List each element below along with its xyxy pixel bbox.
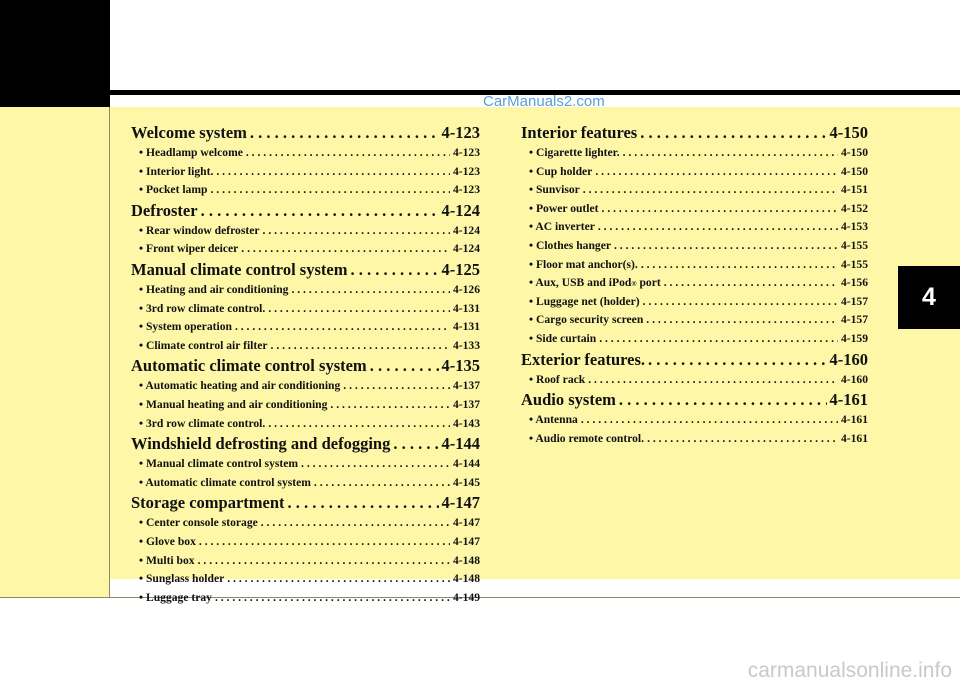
toc-page-number: 4-156	[840, 276, 868, 290]
leader-dots	[640, 122, 826, 144]
leader-dots	[581, 411, 838, 430]
leader-dots	[641, 256, 838, 275]
toc-page-number: 4-126	[452, 282, 480, 296]
chapter-tab[interactable]: 4	[898, 266, 960, 329]
toc-entry-title: • Heating and air conditioning	[139, 282, 289, 296]
leader-dots	[199, 533, 450, 552]
toc-entry-title: • Headlamp welcome	[139, 146, 243, 159]
toc-section-entry[interactable]	[521, 122, 868, 144]
toc-page-number: 4-160	[829, 349, 868, 369]
leader-dots	[614, 237, 838, 256]
toc-subentry[interactable]	[131, 337, 480, 356]
toc-page-number: 4-147	[452, 534, 480, 548]
toc-entry-title: • Luggage tray	[139, 590, 212, 604]
toc-entry-title: • Cup holder	[529, 164, 593, 178]
toc-page-number: 4-150	[840, 164, 868, 178]
toc-subentry[interactable]	[521, 200, 868, 219]
toc-subentry[interactable]	[131, 300, 480, 319]
toc-section-entry[interactable]	[131, 355, 480, 377]
toc-entry-title: • Luggage net (holder)	[529, 294, 640, 308]
toc-section-entry[interactable]	[521, 349, 868, 371]
toc-entry-title: Defroster	[131, 200, 198, 220]
leader-dots	[330, 396, 450, 415]
toc-subentry[interactable]	[131, 570, 480, 589]
leader-dots	[623, 144, 838, 163]
toc-subentry[interactable]	[131, 533, 480, 552]
toc-subentry[interactable]	[131, 455, 480, 474]
toc-entry-title: Interior features	[521, 123, 638, 142]
leader-dots	[643, 293, 838, 312]
toc-page-number: 4-149	[452, 590, 480, 604]
toc-page-number: 4-123	[452, 146, 480, 159]
toc-page-number: 4-144	[441, 434, 480, 454]
toc-entry-title: • Clothes hanger	[529, 238, 611, 252]
toc-page-number: 4-144	[452, 457, 480, 471]
leader-dots	[261, 514, 450, 533]
toc-subentry[interactable]	[131, 589, 480, 608]
toc-page-number: 4-123	[452, 164, 480, 178]
toc-subentry[interactable]	[131, 474, 480, 493]
leader-dots	[595, 163, 838, 182]
toc-page-number: 4-150	[840, 146, 868, 159]
leader-dots	[598, 218, 838, 237]
toc-entry-title: • Glove box	[139, 534, 196, 548]
leader-dots	[664, 274, 838, 293]
toc-page-number: 4-137	[452, 379, 480, 393]
leader-dots	[370, 355, 439, 377]
toc-page-number: 4-160	[840, 372, 868, 386]
toc-entry-title: • Pocket lamp	[139, 183, 208, 197]
toc-subentry[interactable]	[131, 396, 480, 415]
toc-entry-title: • Audio remote control.	[529, 431, 645, 445]
toc-entry-title: • Side curtain	[529, 331, 597, 345]
leader-dots	[301, 455, 450, 474]
leader-dots	[246, 144, 450, 163]
toc-page-number: 4-157	[840, 294, 868, 308]
toc-entry-title: • 3rd row climate control.	[139, 416, 266, 430]
toc-entry-title: Automatic climate control system	[131, 356, 367, 376]
toc-page-number: 4-131	[452, 320, 480, 334]
toc-subentry[interactable]	[131, 514, 480, 533]
toc-entry-title: • Automatic climate control system	[139, 475, 311, 489]
toc-entry-title: Exterior features.	[521, 349, 646, 369]
toc-entry-title: Audio system	[521, 390, 616, 410]
toc-section-entry[interactable]	[131, 259, 480, 281]
toc-entry-title: • Interior light.	[139, 164, 214, 178]
toc-entry-title: • Roof rack	[529, 372, 586, 386]
toc-subentry[interactable]	[131, 552, 480, 571]
toc-entry-title: • Antenna	[529, 413, 578, 427]
toc-entry-title: • Rear window defroster	[139, 223, 260, 237]
toc-page-number: 4-123	[452, 183, 480, 197]
toc-page-number: 4-148	[452, 553, 480, 567]
leader-dots	[250, 122, 439, 144]
leader-dots	[583, 181, 838, 200]
toc-entry-title: • Multi box	[139, 553, 195, 567]
toc-subentry[interactable]	[521, 330, 868, 349]
toc-entry-title: • Automatic heating and air conditioning	[139, 379, 341, 393]
toc-entry-title: • Aux, USB and iPod	[529, 276, 632, 290]
toc-subentry[interactable]	[131, 318, 480, 337]
leader-dots	[201, 200, 439, 222]
toc-page-number: 4-123	[441, 123, 480, 142]
leader-dots	[216, 163, 450, 182]
toc-page-number: 4-152	[840, 201, 868, 215]
toc-subentry[interactable]	[131, 144, 480, 163]
leader-dots	[268, 415, 450, 434]
toc-page-number: 4-155	[840, 257, 868, 271]
leader-dots	[599, 330, 838, 349]
leader-dots	[314, 474, 450, 493]
toc-subentry[interactable]	[521, 411, 868, 430]
toc-entry-title: • Front wiper deicer	[139, 242, 239, 256]
toc-page-number: 4-161	[840, 431, 868, 445]
toc-subentry[interactable]	[521, 237, 868, 256]
toc-right-column	[521, 122, 868, 448]
toc-page-number: 4-124	[452, 242, 480, 256]
toc-page-number: 4-147	[441, 493, 480, 513]
toc-section-entry[interactable]	[131, 122, 480, 144]
leader-dots	[588, 371, 838, 390]
leader-dots	[619, 389, 827, 411]
toc-subentry[interactable]	[521, 371, 868, 390]
toc-subentry[interactable]	[131, 240, 480, 259]
toc-page-number: 4-124	[452, 223, 480, 237]
toc-page-number: 4-161	[840, 413, 868, 427]
toc-subentry[interactable]: • Aux, USB and iPod ® port . . . 4-156	[521, 274, 868, 293]
toc-subentry[interactable]	[131, 415, 480, 434]
toc-page-number: 4-131	[452, 301, 480, 315]
toc-page-number: 4-143	[452, 416, 480, 430]
leader-dots	[602, 200, 838, 219]
toc-page-number: 4-148	[452, 572, 480, 586]
corner-block	[0, 0, 110, 107]
toc-subentry[interactable]	[521, 256, 868, 275]
toc-entry-title: Storage compartment	[131, 493, 285, 513]
toc-page-number: 4-137	[452, 397, 480, 411]
toc-page-number: 4-145	[452, 475, 480, 489]
toc-section-entry[interactable]	[131, 200, 480, 222]
toc-page-number: 4-161	[829, 390, 868, 410]
leader-dots	[271, 337, 450, 356]
toc-entry-title: • Cigarette lighter.	[529, 146, 620, 159]
leader-dots	[288, 492, 439, 514]
leader-dots	[350, 259, 438, 281]
toc-subentry[interactable]	[521, 311, 868, 330]
toc-page-number: 4-150	[829, 123, 868, 142]
toc-subentry[interactable]	[521, 181, 868, 200]
toc-page-number: 4-155	[840, 238, 868, 252]
leader-dots	[263, 222, 450, 241]
toc-section-entry[interactable]	[521, 389, 868, 411]
toc-entry-title: • Power outlet	[529, 201, 599, 215]
toc-entry-title: • AC inverter	[529, 220, 595, 234]
toc-entry-title: • Climate control air filter	[139, 338, 268, 352]
leader-dots	[241, 240, 450, 259]
toc-entry-title: • Sunglass holder	[139, 572, 225, 586]
toc-entry-title: • Center console storage	[139, 516, 258, 530]
toc-entry-title-rest: port	[636, 276, 661, 290]
toc-page-number: 4-147	[452, 516, 480, 530]
leader-dots	[210, 181, 449, 200]
watermark-top[interactable]: CarManuals2.com	[483, 93, 605, 110]
toc-entry-title: • Manual climate control system	[139, 457, 299, 471]
toc-entry-title: Welcome system	[131, 123, 247, 142]
leader-dots	[215, 589, 450, 608]
leader-dots	[198, 552, 450, 571]
toc-subentry[interactable]	[521, 218, 868, 237]
toc-subentry[interactable]	[521, 430, 868, 449]
toc-entry-title: • System operation	[139, 320, 232, 334]
toc-subentry[interactable]	[131, 222, 480, 241]
leader-dots	[235, 318, 450, 337]
toc-page-number: 4-159	[840, 331, 868, 345]
watermark-bottom: carmanualsonline.info	[747, 659, 952, 682]
toc-subentry[interactable]	[131, 163, 480, 182]
leader-dots	[227, 570, 450, 589]
toc-page-number: 4-153	[840, 220, 868, 234]
toc-subentry[interactable]	[131, 377, 480, 396]
leader-dots	[393, 433, 438, 455]
toc-subentry[interactable]	[521, 144, 868, 163]
toc-page-number: 4-151	[840, 183, 868, 197]
toc-subentry[interactable]	[131, 281, 480, 300]
toc-entry-title: • Cargo security screen	[529, 313, 644, 327]
leader-dots	[268, 300, 450, 319]
toc-entry-title: • Floor mat anchor(s).	[529, 257, 638, 271]
left-margin-strip	[0, 107, 110, 597]
toc-page-number: 4-124	[441, 200, 480, 220]
toc-subentry[interactable]	[521, 163, 868, 182]
toc-entry-title: • Manual heating and air conditioning	[139, 397, 328, 411]
toc-entry-title: • 3rd row climate control.	[139, 301, 266, 315]
toc-subentry[interactable]	[131, 181, 480, 200]
toc-entry-title: Manual climate control system	[131, 259, 348, 279]
leader-dots	[343, 377, 450, 396]
toc-subentry[interactable]	[521, 293, 868, 312]
leader-dots	[291, 281, 449, 300]
toc-page-number: 4-133	[452, 338, 480, 352]
toc-page-number: 4-157	[840, 313, 868, 327]
leader-dots	[648, 349, 826, 371]
leader-dots	[647, 430, 838, 449]
toc-page-number: 4-125	[441, 259, 480, 279]
toc-page-number: 4-135	[441, 356, 480, 376]
leader-dots	[646, 311, 838, 330]
toc-section-entry[interactable]	[131, 433, 480, 455]
toc-section-entry[interactable]	[131, 492, 480, 514]
toc-left-column	[131, 122, 480, 607]
toc-entry-title: Windshield defrosting and defogging	[131, 434, 391, 454]
toc-entry-title: • Sunvisor	[529, 183, 580, 197]
